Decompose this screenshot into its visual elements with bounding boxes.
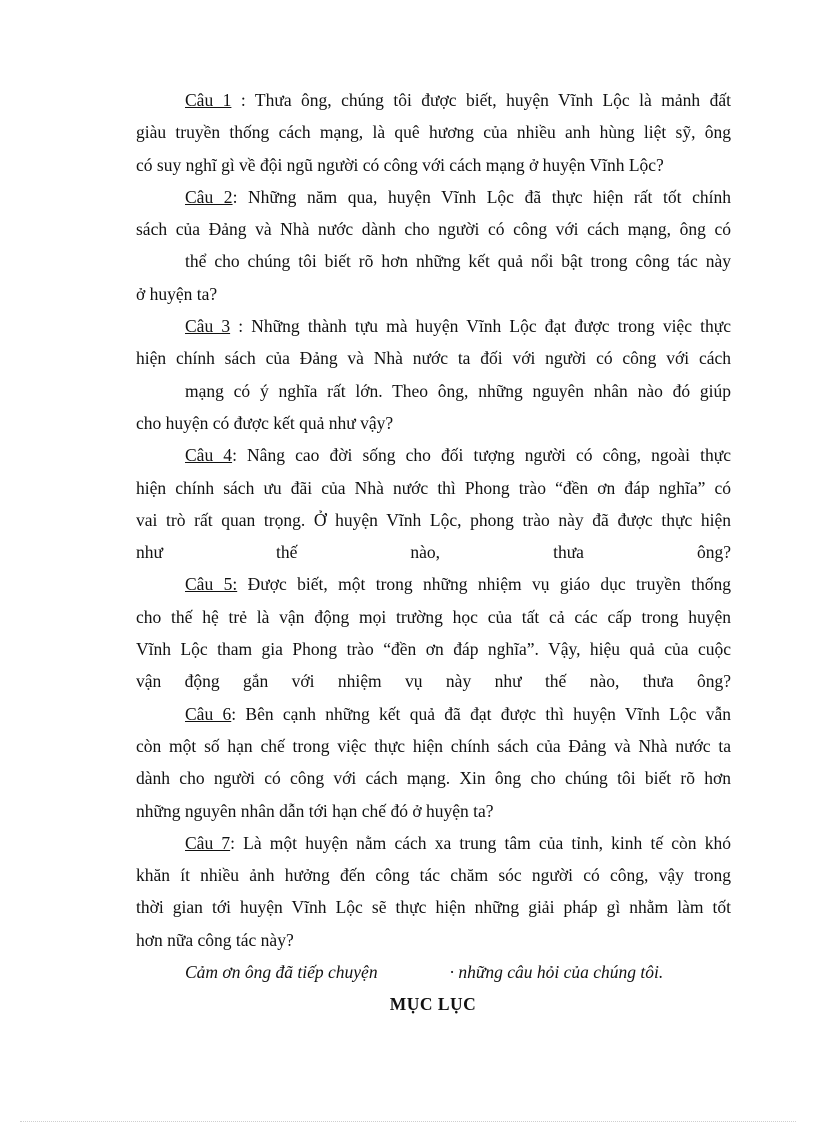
question-text: Nâng cao đời sống cho đối tượng người có công, ngoài thực (247, 445, 731, 466)
question-separator: : (230, 832, 244, 853)
question-7 (136, 827, 731, 956)
question-text: Những năm qua, huyện Vĩnh Lộc đã thực hiện rất tốt chính (248, 186, 731, 207)
question-2 (136, 181, 731, 310)
question-label: Câu 5: (185, 574, 238, 595)
question-line: vận động gắn với nhiệm vụ này như thế nào, thưa ông? (136, 671, 731, 692)
question-text: Là một huyện nằm cách xa trung tâm của tỉnh, kinh tế còn khó (243, 832, 731, 853)
question-line (136, 568, 731, 600)
question-label: Câu 6 (185, 703, 232, 724)
question-line (136, 84, 731, 116)
question-line: những nguyên nhân dẫn tới hạn chế đó ở huyện ta? (136, 800, 494, 821)
question-separator: : (231, 703, 246, 724)
question-text: Thưa ông, chúng tôi được biết, huyện Vĩnh Lộc là mảnh đất (254, 90, 731, 110)
question-line: thể cho chúng tôi biết rõ hơn những kết quả nổi bật trong công tác này (185, 251, 731, 272)
question-line: vai trò rất quan trọng. Ở huyện Vĩnh Lộc, phong trào này đã được thực hiện (136, 509, 731, 530)
closing-remark (136, 956, 731, 988)
question-line: còn một số hạn chế trong việc thực hiện chính sách của Đảng và Nhà nước ta (136, 735, 731, 756)
question-text: Được biết, một trong những nhiệm vụ giáo dục truyền thống (247, 574, 731, 595)
question-line: có suy nghĩ gì về đội ngũ người có công với cách mạng ở huyện Vĩnh Lộc? (136, 154, 664, 175)
section-title: MỤC LỤC (389, 994, 477, 1014)
question-label: Câu 7 (185, 832, 231, 853)
question-line: khăn ít nhiều ảnh hưởng đến công tác chăm sóc người có công, vậy trong (136, 865, 731, 886)
question-line: dành cho người có công với cách mạng. Xin ông cho chúng tôi biết rõ hơn (136, 768, 731, 789)
question-text: Những thành tựu mà huyện Vĩnh Lộc đạt được trong việc thực (251, 316, 731, 337)
question-line: hiện chính sách ưu đãi của Nhà nước thì Phong trào “đền ơn đáp nghĩa” có (136, 477, 731, 498)
question-label: Câu 4 (185, 445, 233, 466)
question-line (136, 827, 731, 859)
question-line (136, 310, 731, 342)
question-label: Câu 3 (185, 316, 231, 337)
question-line: mạng có ý nghĩa rất lớn. Theo ông, những nguyên nhân nào đó giúp (185, 380, 731, 401)
question-line: thời gian tới huyện Vĩnh Lộc sẽ thực hiện những giải pháp gì nhằm làm tốt (136, 897, 731, 918)
question-label: Câu 1 (185, 90, 232, 110)
closing-text-part-1: Cảm ơn ông đã tiếp chuyện (185, 962, 378, 983)
question-line: giàu truyền thống cách mạng, là quê hương của nhiều anh hùng liệt sỹ, ông (136, 122, 731, 143)
question-line (136, 181, 731, 213)
question-4 (136, 439, 731, 568)
question-line: ở huyện ta? (136, 283, 218, 304)
question-line (136, 698, 731, 730)
question-line: cho huyện có được kết quả như vậy? (136, 412, 394, 433)
interview-questions (136, 84, 731, 988)
question-6 (136, 698, 731, 827)
question-separator: : (232, 186, 249, 207)
question-separator: : (232, 445, 248, 466)
page-bottom-rule (20, 1121, 796, 1122)
question-line: Vĩnh Lộc tham gia Phong trào “đền ơn đáp nghĩa”. Vậy, hiệu quả của cuộc (136, 639, 731, 660)
question-label: Câu 2 (185, 186, 233, 207)
question-separator: : (230, 316, 252, 337)
question-line: sách của Đảng và Nhà nước dành cho người có công với cách mạng, ông có (136, 219, 731, 240)
question-separator (237, 574, 247, 594)
question-line: hiện chính sách của Đảng và Nhà nước ta đối với người có công với cách (136, 348, 731, 369)
question-1 (136, 84, 731, 181)
question-3 (136, 310, 731, 439)
question-5 (136, 568, 731, 697)
question-line (136, 439, 731, 471)
question-line: như thế nào, thưa ông? (136, 542, 731, 563)
question-line: cho thế hệ trẻ là vận động mọi trường học của tất cả các cấp trong huyện (136, 606, 731, 627)
question-line: hơn nữa công tác này? (136, 929, 294, 950)
question-text: Bên cạnh những kết quả đã đạt được thì huyện Vĩnh Lộc vẫn (245, 703, 731, 724)
closing-text-part-2: · những câu hỏi của chúng tôi. (449, 962, 664, 983)
question-separator: : (231, 90, 255, 110)
